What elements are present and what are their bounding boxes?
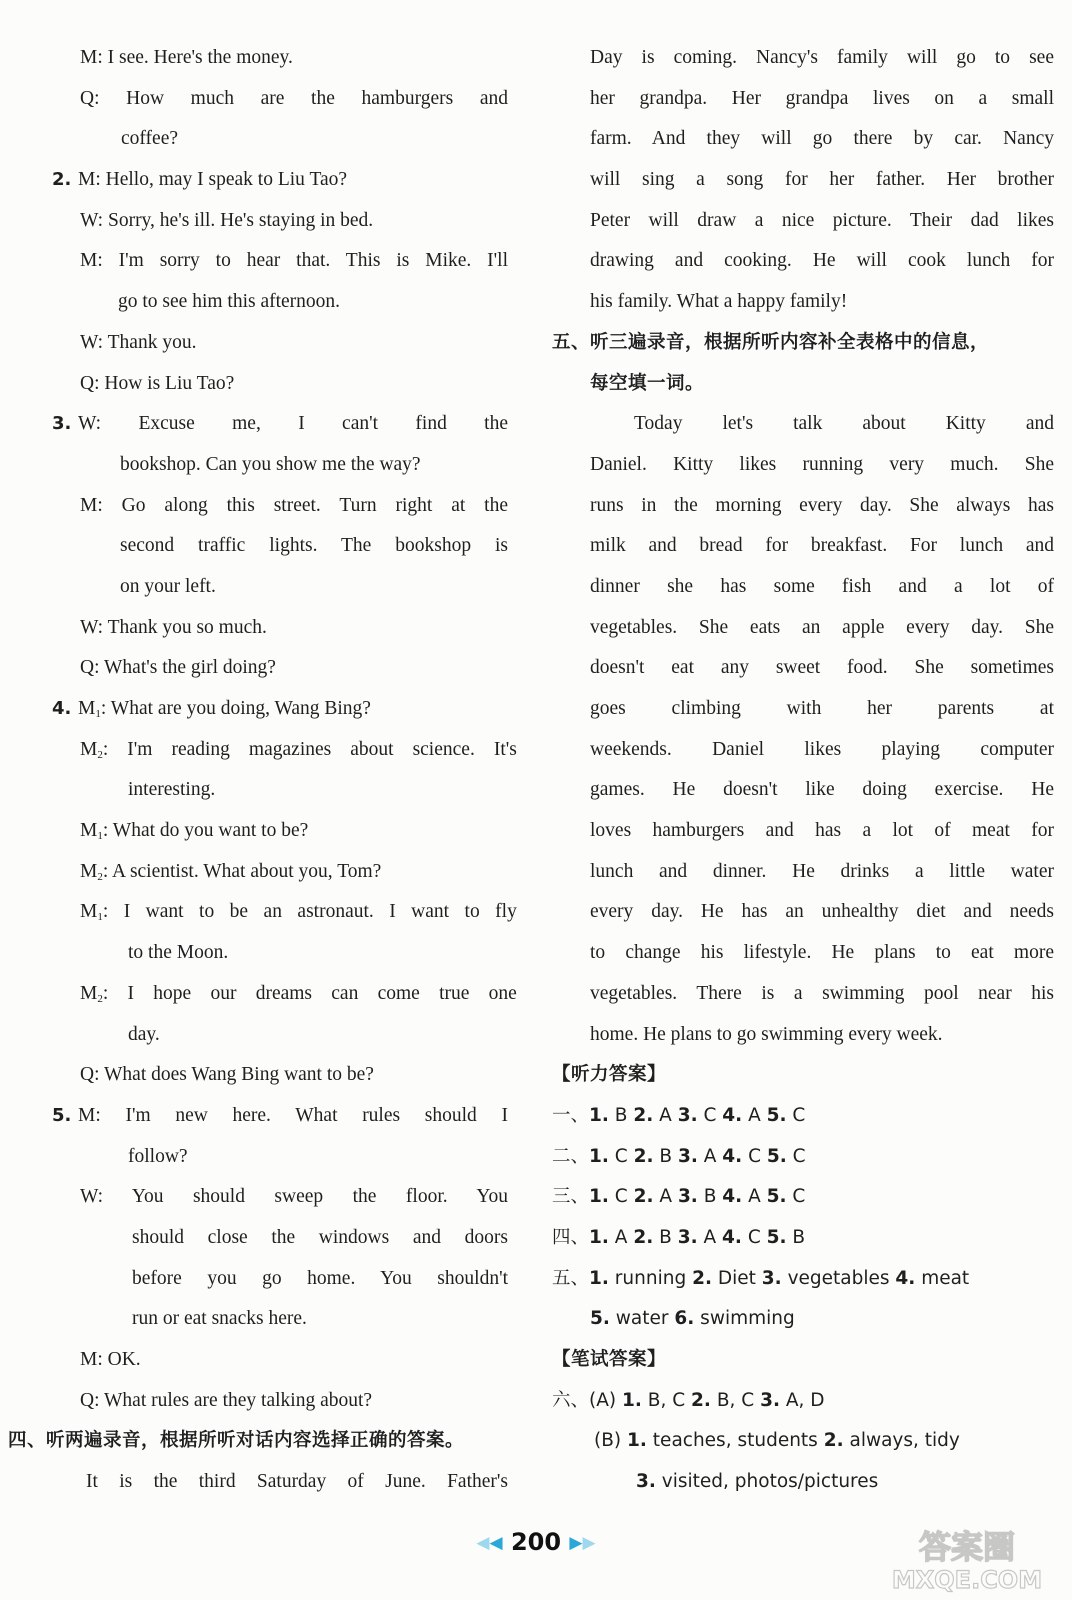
line-text: : A scientist. What about you, Tom? [102, 860, 382, 882]
line-text: Today let's talk about Kitty and [634, 413, 1054, 435]
left-line [46, 38, 508, 79]
line-text: every day. He has an unhealthy diet and needs [590, 901, 1054, 923]
line-text: 每空填一词。 [590, 372, 705, 394]
left-line [46, 1381, 508, 1422]
line-text: Q: How is Liu Tao? [80, 372, 235, 394]
left-line [46, 160, 508, 201]
right-line [560, 974, 1054, 1015]
speaker-label: $M_1$ [78, 698, 101, 720]
speaker-label: $M_2$ [80, 982, 103, 1005]
right-line [560, 282, 1054, 323]
left-column [8, 38, 517, 1503]
page-number: 200 [510, 1528, 562, 1556]
line-text: Q: What's the girl doing? [80, 657, 276, 679]
line-text: : I want to be an astronaut. I want to fly [102, 901, 517, 923]
right-line [560, 38, 1054, 79]
left-line [46, 1299, 508, 1340]
left-line [46, 526, 508, 567]
right-line [560, 79, 1054, 120]
line-text: home. He plans to go swimming every week. [590, 1023, 943, 1045]
line-text: go to see him this afternoon. [118, 291, 341, 313]
left-line [46, 567, 508, 608]
line-text: vegetables. There is a swimming pool near his [590, 982, 1054, 1004]
line-text: M: OK. [80, 1349, 141, 1370]
line-text: Peter will draw a nice picture. Their dad likes [590, 209, 1054, 231]
left-line [46, 119, 508, 160]
item-number: 5. [52, 1104, 72, 1126]
line-text: dinner she has some fish and a lot of [590, 575, 1054, 597]
right-line [552, 1381, 1054, 1422]
right-line [560, 852, 1054, 893]
left-line [46, 1137, 508, 1178]
line-text: : What are you doing, Wang Bing? [100, 698, 371, 719]
line-text: to the Moon. [128, 942, 229, 964]
line-text: W: You should sweep the floor. You [80, 1186, 508, 1208]
line-text: 四、听两遍录音，根据所听对话内容选择正确的答案。 [8, 1430, 465, 1452]
line-text: his family. What a happy family! [590, 291, 848, 313]
item-number: 2. [52, 169, 72, 191]
left-line [46, 282, 508, 323]
line-text: 一、1. B 2. A 3. C 4. A 5. C [552, 1104, 806, 1126]
left-line [46, 730, 517, 771]
right-line [560, 648, 1054, 689]
right-line [552, 1340, 1054, 1381]
line-text: 二、1. C 2. B 3. A 4. C 5. C [552, 1145, 806, 1167]
right-line [560, 1462, 1054, 1503]
line-text: doesn't eat any sweet food. She sometimes [590, 657, 1054, 679]
line-text: W: Excuse me, I can't find the [78, 413, 508, 435]
line-text: : I'm reading magazines about science. It's [102, 738, 517, 760]
line-text: games. He doesn't like doing exercise. He [590, 779, 1054, 801]
line-text: second traffic lights. The bookshop is [120, 535, 508, 557]
left-line [46, 892, 517, 933]
right-line [560, 241, 1054, 282]
line-text: 5. water 6. swimming [590, 1308, 795, 1330]
right-line [560, 160, 1054, 201]
line-text: should close the windows and doors [132, 1226, 508, 1248]
speaker-label: $M_1$ [80, 820, 103, 843]
line-text: It is the third Saturday of June. Father's [86, 1471, 508, 1493]
left-line [46, 1015, 508, 1056]
right-line [560, 364, 1054, 405]
left-line [46, 974, 517, 1015]
left-line [46, 852, 508, 893]
line-text: M: Hello, may I speak to Liu Tao? [78, 169, 348, 191]
right-line [560, 1421, 1054, 1462]
right-line [560, 445, 1054, 486]
next-arrow-icon: ▶ [569, 1533, 583, 1553]
left-line [46, 933, 508, 974]
speaker-label: $M_2$ [80, 738, 103, 761]
right-line [560, 119, 1054, 160]
right-line [560, 689, 1054, 730]
watermark-top-text: 答案圈 [918, 1528, 1016, 1566]
right-line [560, 201, 1054, 242]
right-line [552, 1259, 1054, 1300]
line-text: 三、1. C 2. A 3. B 4. A 5. C [552, 1186, 806, 1208]
line-text: goes climbing with her parents at [590, 698, 1054, 719]
line-text: 【笔试答案】 [552, 1349, 667, 1370]
line-text: (B) 1. teaches, students 2. always, tidy [594, 1430, 960, 1452]
line-text: interesting. [128, 779, 216, 801]
left-line [46, 404, 508, 445]
prev-arrow-icon: ◀ [489, 1533, 503, 1553]
line-text: W: Thank you so much. [80, 616, 267, 638]
left-line [46, 1340, 508, 1381]
right-line [560, 404, 1054, 445]
right-line [560, 730, 1054, 771]
line-text: Day is coming. Nancy's family will go to see [590, 47, 1054, 68]
line-text: to change his lifestyle. He plans to eat more [590, 942, 1054, 964]
right-line [560, 933, 1054, 974]
line-text: before you go home. You shouldn't [132, 1267, 508, 1289]
line-text: her grandpa. Her grandpa lives on a small [590, 87, 1054, 109]
left-line [46, 1055, 508, 1096]
left-line [46, 241, 508, 282]
line-text: Q: How much are the hamburgers and [80, 87, 508, 109]
right-line [560, 486, 1054, 527]
right-line [552, 1137, 1054, 1178]
line-text: on your left. [120, 575, 216, 597]
line-text: milk and bread for breakfast. For lunch and [590, 535, 1054, 557]
right-line [560, 811, 1054, 852]
left-line [46, 201, 508, 242]
line-text: loves hamburgers and has a lot of meat for [590, 820, 1054, 842]
line-text: 五、听三遍录音，根据所听内容补全表格中的信息， [552, 331, 990, 353]
right-line [560, 526, 1054, 567]
right-line [552, 1218, 1054, 1259]
item-number: 3. [52, 413, 72, 435]
left-line [46, 486, 508, 527]
line-text: Daniel. Kitty likes running very much. She [590, 453, 1054, 475]
speaker-label: $M_1$ [80, 901, 103, 924]
line-text: Q: What rules are they talking about? [80, 1389, 373, 1411]
left-line [46, 811, 508, 852]
next-arrow-light-icon: ▶ [582, 1533, 596, 1553]
line-text: 【听力答案】 [552, 1064, 667, 1086]
right-line [560, 567, 1054, 608]
line-text: W: Sorry, he's ill. He's staying in bed. [80, 209, 374, 231]
line-text: 四、1. A 2. B 3. A 4. C 5. B [552, 1226, 806, 1248]
line-text: coffee? [121, 128, 179, 150]
watermark-logo [872, 1524, 1062, 1596]
right-line [552, 1177, 1054, 1218]
left-line [46, 323, 508, 364]
right-line [560, 770, 1054, 811]
left-line [46, 1218, 508, 1259]
line-text: W: Thank you. [80, 331, 197, 353]
right-line [560, 1015, 1054, 1056]
line-text: 3. visited, photos/pictures [636, 1471, 879, 1493]
left-line [46, 79, 508, 120]
left-line [46, 648, 508, 689]
right-line [552, 323, 1054, 364]
line-text: M: Go along this street. Turn right at the [80, 494, 508, 516]
line-text: 五、1. running 2. Diet 3. vegetables 4. meat [552, 1267, 970, 1289]
right-line [560, 1299, 1054, 1340]
line-text: 六、(A) 1. B, C 2. B, C 3. A, D [552, 1389, 825, 1411]
left-line [46, 770, 508, 811]
line-text: lunch and dinner. He drinks a little water [590, 860, 1054, 882]
left-line [8, 1421, 508, 1462]
left-line [46, 364, 508, 405]
right-line [560, 892, 1054, 933]
line-text: M: I see. Here's the money. [80, 47, 293, 68]
line-text: M: I'm sorry to hear that. This is Mike. I'll [80, 250, 508, 272]
line-text: drawing and cooking. He will cook lunch for [590, 250, 1054, 272]
item-number: 4. [52, 698, 72, 719]
line-text: weekends. Daniel likes playing computer [590, 738, 1054, 760]
line-text: Q: What does Wang Bing want to be? [80, 1064, 374, 1086]
line-text: M: I'm new here. What rules should I [78, 1104, 508, 1126]
right-line [552, 1096, 1054, 1137]
line-text: : I hope our dreams can come true one [102, 982, 517, 1004]
right-line [560, 608, 1054, 649]
line-text: farm. And they will go there by car. Nancy [590, 128, 1054, 150]
left-line [46, 1259, 508, 1300]
line-text: follow? [128, 1145, 188, 1167]
line-text: runs in the morning every day. She always has [590, 494, 1054, 516]
left-line [46, 689, 508, 730]
line-text: vegetables. She eats an apple every day. She [590, 616, 1054, 638]
line-text: day. [128, 1023, 160, 1045]
left-line [46, 1462, 508, 1503]
line-text: bookshop. Can you show me the way? [120, 453, 421, 475]
prev-arrow-light-icon: ◀ [476, 1533, 490, 1553]
left-line [46, 445, 508, 486]
left-line [46, 1096, 508, 1137]
right-column [552, 38, 1054, 1503]
left-line [46, 608, 508, 649]
speaker-label: $M_2$ [80, 860, 103, 883]
right-line [552, 1055, 1054, 1096]
left-line [46, 1177, 508, 1218]
line-text: run or eat snacks here. [132, 1308, 307, 1330]
line-text: will sing a song for her father. Her brother [590, 169, 1054, 191]
watermark-bottom-text: MXQE.COM [891, 1566, 1043, 1594]
line-text: : What do you want to be? [102, 820, 309, 842]
